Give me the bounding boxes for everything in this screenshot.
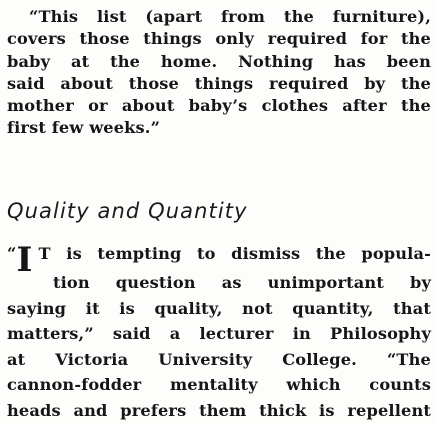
body-line-1-text: T is tempting to dismiss the popula- (38, 244, 431, 263)
quote-line-4: said about those things required by the (7, 73, 431, 93)
quote-line-3: baby at the home. Nothing has been (7, 51, 431, 71)
quote-line-2: covers those things only required for the (7, 29, 431, 49)
quote-line-1: “This list (apart from the furniture), (29, 7, 431, 26)
quote-line-5: mother or about baby’s clothes after the (7, 96, 431, 116)
drop-cap-letter: I (16, 240, 33, 280)
opening-quote-mark: “ (7, 244, 17, 263)
quote-paragraph (7, 6, 431, 140)
body-line-4: matters,” said a lecturer in Philosophy (7, 324, 431, 343)
body-paragraph (7, 241, 431, 423)
body-line-3: saying it is quality, not quantity, that (7, 298, 431, 318)
body-line-1 (7, 240, 431, 280)
section-heading: Quality and Quantity (7, 199, 248, 223)
body-line-7: heads and prefers them thick is repellent (7, 400, 431, 420)
quote-line-6: first few weeks.” (7, 118, 161, 138)
body-line-6: cannon-fodder mentality which counts (7, 375, 431, 394)
body-line-5: at Victoria University College. “The (7, 349, 431, 369)
body-line-2: tion question as unimportant by (53, 273, 431, 292)
